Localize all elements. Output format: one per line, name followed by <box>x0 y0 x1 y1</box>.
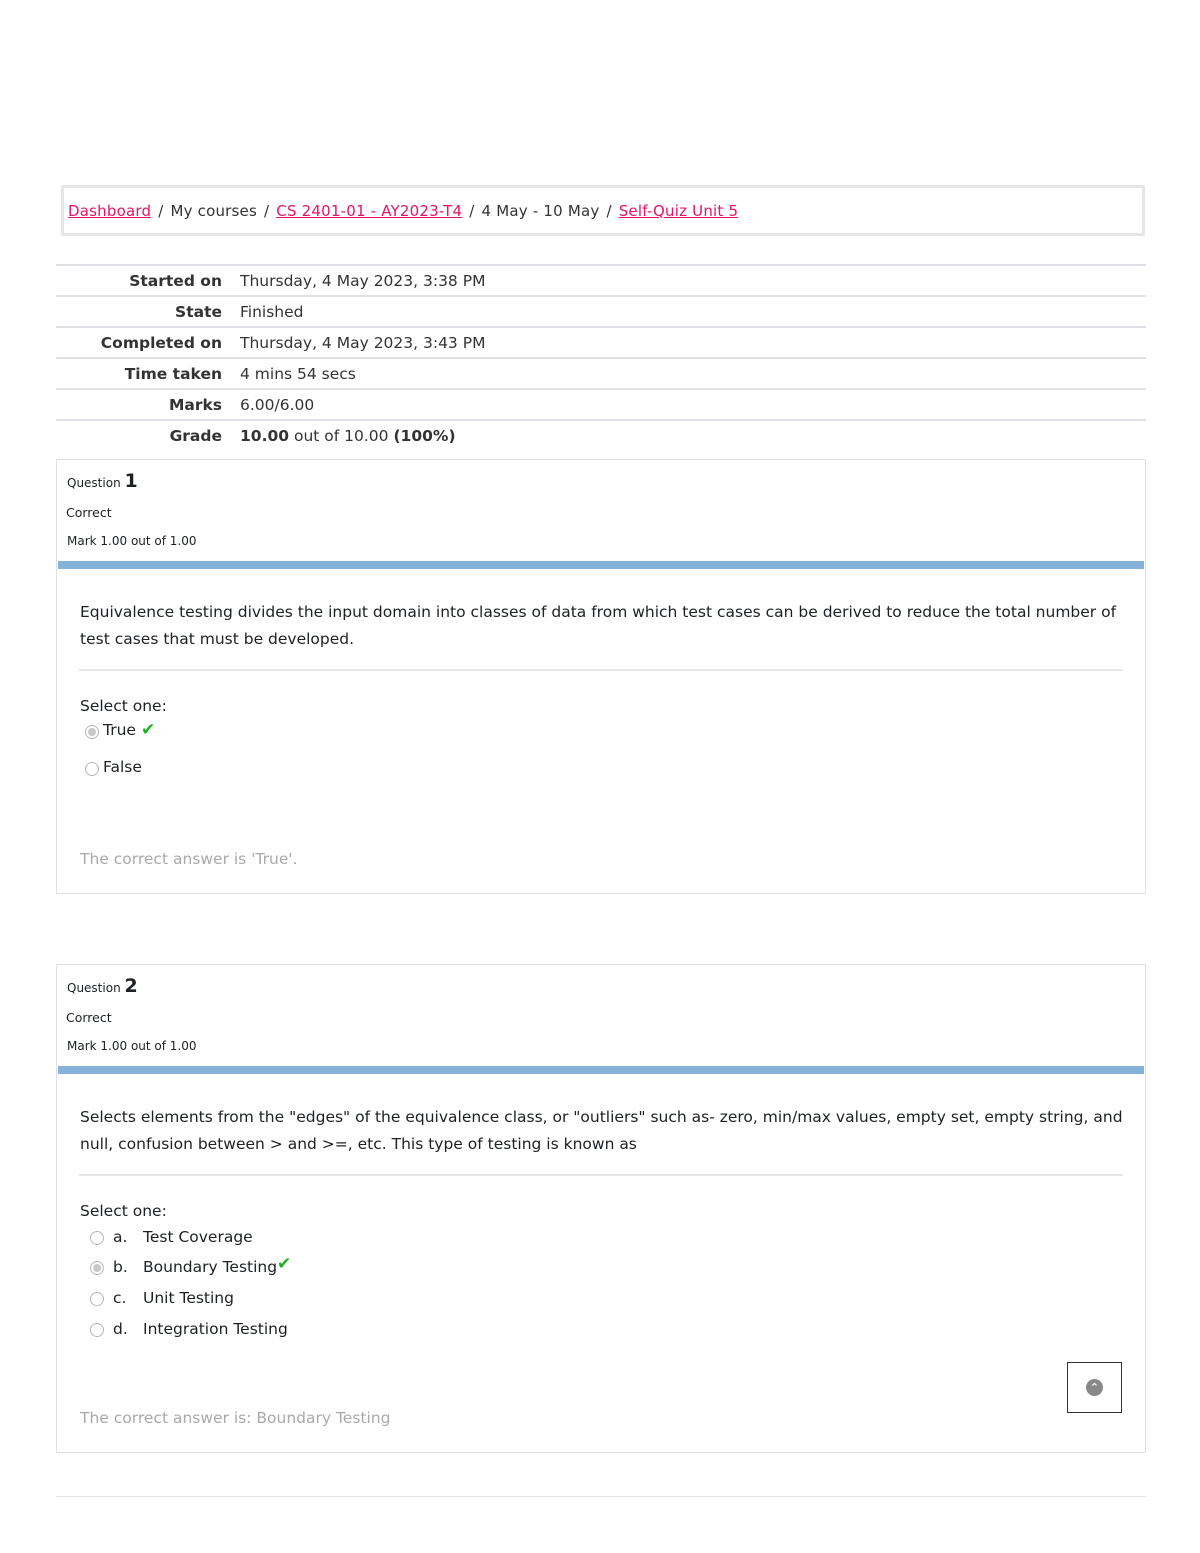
time-taken-value: 4 mins 54 secs <box>240 364 356 383</box>
divider <box>56 1496 1146 1497</box>
answer-option-true[interactable] <box>57 721 457 758</box>
radio-c[interactable] <box>90 1292 104 1306</box>
question-divider-bar <box>58 1066 1144 1074</box>
radio-d[interactable] <box>90 1323 104 1337</box>
answer-options <box>57 715 1145 795</box>
state-label: State <box>175 302 222 321</box>
answer-label: Integration Testing <box>143 1320 288 1338</box>
grade-score: 10.00 <box>240 426 290 445</box>
summary-row-marks <box>56 389 1146 420</box>
grade-out-of: out of 10.00 <box>293 426 389 445</box>
summary-row-time <box>56 358 1146 389</box>
question-number-value: 2 <box>124 975 138 997</box>
started-value: Thursday, 4 May 2023, 3:38 PM <box>240 271 486 290</box>
check-icon: ✔ <box>141 720 156 740</box>
correct-answer-feedback: The correct answer is: Boundary Testing <box>80 1409 391 1427</box>
question-state: Correct <box>66 1010 112 1025</box>
question-1 <box>56 459 1146 894</box>
completed-value: Thursday, 4 May 2023, 3:43 PM <box>240 333 486 352</box>
question-number: Question 1 <box>67 470 138 492</box>
time-taken-label: Time taken <box>124 364 222 383</box>
question-2 <box>56 964 1146 1453</box>
answer-letter: a. <box>113 1228 128 1246</box>
question-state: Correct <box>66 505 112 520</box>
summary-row-completed <box>56 327 1146 358</box>
answer-letter: b. <box>113 1258 128 1276</box>
answer-options <box>57 1220 1145 1350</box>
select-one-prompt: Select one: <box>80 697 167 715</box>
question-text: Equivalence testing divides the input domain into classes of data from which test cases can be derived to reduce the total number of test cases that must be developed. <box>80 603 1117 648</box>
breadcrumb-week: 4 May - 10 May <box>481 201 600 220</box>
answer-label: Unit Testing <box>143 1289 234 1307</box>
marks-value: 6.00/6.00 <box>240 395 315 414</box>
breadcrumb-separator: / <box>264 201 270 220</box>
answer-label: Boundary Testing <box>143 1258 278 1276</box>
breadcrumb <box>61 185 1145 236</box>
breadcrumb-my-courses: My courses <box>170 201 257 220</box>
correct-answer-feedback: The correct answer is 'True'. <box>80 850 298 868</box>
breadcrumb-course-link[interactable]: CS 2401-01 - AY2023-T4 <box>276 201 463 220</box>
question-text: Selects elements from the "edges" of the equivalence class, or "outliers" such as- zero, min/max values, empty set, empty string, and null, confusion between > and >=, etc. This type of testing is known as <box>80 1108 1123 1153</box>
radio-false[interactable] <box>85 762 99 776</box>
question-divider-bar <box>58 561 1144 569</box>
answer-letter: d. <box>113 1320 128 1338</box>
radio-b[interactable] <box>90 1261 104 1275</box>
chevron-up-icon: ⌃ <box>1086 1379 1103 1396</box>
started-label: Started on <box>129 271 222 290</box>
grade-value <box>222 420 1146 450</box>
answer-option-false[interactable] <box>57 758 457 795</box>
check-icon: ✔ <box>277 1254 292 1274</box>
summary-row-grade <box>56 420 1146 450</box>
answer-option-d[interactable] <box>57 1320 557 1350</box>
answer-label: False <box>103 758 142 776</box>
answer-option-a[interactable] <box>57 1228 557 1258</box>
summary-row-state <box>56 296 1146 327</box>
state-value: Finished <box>240 302 304 321</box>
answer-option-c[interactable] <box>57 1289 557 1319</box>
question-mark: Mark 1.00 out of 1.00 <box>67 1039 197 1053</box>
answer-letter: c. <box>113 1289 127 1307</box>
question-number: Question 2 <box>67 975 138 997</box>
grade-label: Grade <box>169 426 222 445</box>
breadcrumb-quiz-link[interactable]: Self-Quiz Unit 5 <box>618 201 739 220</box>
answer-option-b[interactable] <box>57 1254 557 1288</box>
question-info <box>57 460 1145 561</box>
answer-label: Test Coverage <box>143 1228 253 1246</box>
breadcrumb-separator: / <box>158 201 164 220</box>
question-info <box>57 965 1145 1066</box>
question-mark: Mark 1.00 out of 1.00 <box>67 534 197 548</box>
attempt-summary-table <box>56 264 1146 450</box>
back-to-top-button[interactable] <box>1067 1362 1122 1413</box>
summary-row-started <box>56 265 1146 296</box>
completed-label: Completed on <box>100 333 222 352</box>
breadcrumb-dashboard-link[interactable]: Dashboard <box>68 201 152 220</box>
radio-true[interactable] <box>85 725 99 739</box>
select-one-prompt: Select one: <box>80 1202 167 1220</box>
breadcrumb-separator: / <box>606 201 612 220</box>
question-number-value: 1 <box>124 470 138 492</box>
grade-percent: (100%) <box>393 426 456 445</box>
answer-label: True <box>103 721 136 739</box>
breadcrumb-separator: / <box>469 201 475 220</box>
marks-label: Marks <box>168 395 222 414</box>
radio-a[interactable] <box>90 1231 104 1245</box>
